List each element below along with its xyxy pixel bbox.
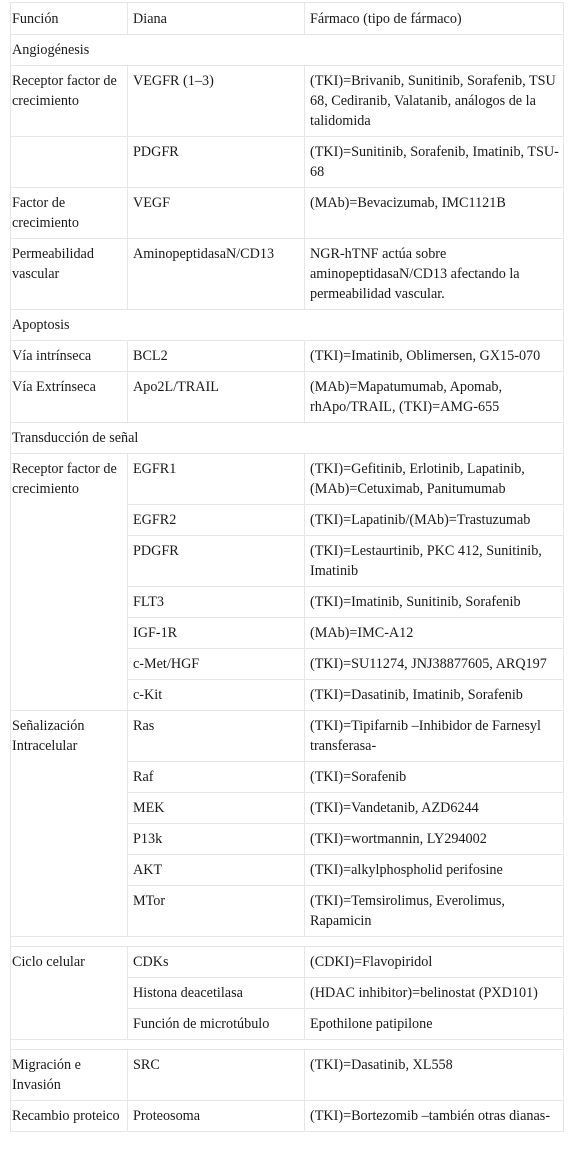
target-cell: PDGFR [128,536,305,587]
table-row [11,711,564,762]
target-cell: MTor [128,886,305,937]
section-row-apoptosis [11,310,564,341]
table-row [11,66,564,137]
drug-cell: Epothilone patipilone [305,1009,564,1040]
drug-cell: (TKI)=Sorafenib [305,762,564,793]
function-cell: Ciclo celular [11,947,128,1040]
drug-cell: (TKI)=Bortezomib –también otras dianas- [305,1101,564,1132]
table-row [11,137,564,188]
drug-cell: (TKI)=Vandetanib, AZD6244 [305,793,564,824]
drug-cell: (TKI)=Sunitinib, Sorafenib, Imatinib, TSU-68 [305,137,564,188]
function-cell: Receptor factor de crecimiento [11,66,128,137]
target-cell: IGF-1R [128,618,305,649]
target-cell: Proteosoma [128,1101,305,1132]
drug-cell: (TKI)=wortmannin, LY294002 [305,824,564,855]
header-target: Diana [128,3,305,35]
drug-target-table [10,2,564,1132]
drug-cell: (TKI)=Gefitinib, Erlotinib, Lapatinib, (MAb)=Cetuximab, Panitumumab [305,454,564,505]
drug-cell: (TKI)=Dasatinib, Imatinib, Sorafenib [305,680,564,711]
function-cell: Permeabilidad vascular [11,239,128,310]
drug-cell: (TKI)=Lapatinib/(MAb)=Trastuzumab [305,505,564,536]
table-row [11,239,564,310]
target-cell: P13k [128,824,305,855]
table-row [11,188,564,239]
target-cell: FLT3 [128,587,305,618]
target-cell: SRC [128,1050,305,1101]
table-row [11,947,564,978]
table-row [11,1050,564,1101]
target-cell: c-Met/HGF [128,649,305,680]
target-cell: Histona deacetilasa [128,978,305,1009]
drug-cell: (TKI)=Dasatinib, XL558 [305,1050,564,1101]
table-row [11,454,564,505]
function-cell: Recambio proteico [11,1101,128,1132]
target-cell: VEGF [128,188,305,239]
function-cell: Vía intrínseca [11,341,128,372]
target-cell: BCL2 [128,341,305,372]
spacer-cell [11,1040,564,1050]
target-cell: EGFR2 [128,505,305,536]
drug-cell: (TKI)=Imatinib, Sunitinib, Sorafenib [305,587,564,618]
function-cell: Receptor factor de crecimiento [11,454,128,711]
function-cell: Vía Extrínseca [11,372,128,423]
function-cell: Migración e Invasión [11,1050,128,1101]
target-cell: EGFR1 [128,454,305,505]
target-cell: MEK [128,793,305,824]
section-row-angiogenesis [11,35,564,66]
table-row [11,341,564,372]
drug-cell: (MAb)=Mapatumumab, Apomab, rhApo/TRAIL, (TKI)=AMG-655 [305,372,564,423]
section-row-signal-transduction [11,423,564,454]
target-cell: Función de microtúbulo [128,1009,305,1040]
spacer-row [11,1040,564,1050]
drug-cell: (TKI)=alkylphospholid perifosine [305,855,564,886]
drug-cell: (TKI)=Lestaurtinib, PKC 412, Sunitinib, Imatinib [305,536,564,587]
table-row [11,372,564,423]
function-cell: Factor de crecimiento [11,188,128,239]
function-cell [11,137,128,188]
drug-cell: (TKI)=Temsirolimus, Everolimus, Rapamicin [305,886,564,937]
target-cell: PDGFR [128,137,305,188]
header-function: Función [11,3,128,35]
target-cell: VEGFR (1–3) [128,66,305,137]
target-cell: CDKs [128,947,305,978]
drug-cell: (TKI)=Imatinib, Oblimersen, GX15-070 [305,341,564,372]
function-cell: Señalización Intracelular [11,711,128,937]
drug-cell: (TKI)=SU11274, JNJ38877605, ARQ197 [305,649,564,680]
drug-cell: NGR-hTNF actúa sobre aminopeptidasaN/CD13 afectando la permeabilidad vascular. [305,239,564,310]
target-cell: AminopeptidasaN/CD13 [128,239,305,310]
spacer-cell [11,937,564,947]
drug-cell: (TKI)=Tipifarnib –Inhibidor de Farnesyl transferasa- [305,711,564,762]
section-title: Transducción de señal [11,423,564,454]
drug-cell: (TKI)=Brivanib, Sunitinib, Sorafenib, TSU 68, Cediranib, Valatanib, análogos de la talidomida [305,66,564,137]
drug-cell: (HDAC inhibitor)=belinostat (PXD101) [305,978,564,1009]
target-cell: Raf [128,762,305,793]
table-header-row [11,3,564,35]
drug-cell: (MAb)=Bevacizumab, IMC1121B [305,188,564,239]
header-drug: Fármaco (tipo de fármaco) [305,3,564,35]
section-title: Angiogénesis [11,35,564,66]
target-cell: c-Kit [128,680,305,711]
drug-cell: (MAb)=IMC-A12 [305,618,564,649]
drug-cell: (CDKI)=Flavopiridol [305,947,564,978]
section-title: Apoptosis [11,310,564,341]
target-cell: Apo2L/TRAIL [128,372,305,423]
table-row [11,1101,564,1132]
spacer-row [11,937,564,947]
target-cell: Ras [128,711,305,762]
target-cell: AKT [128,855,305,886]
